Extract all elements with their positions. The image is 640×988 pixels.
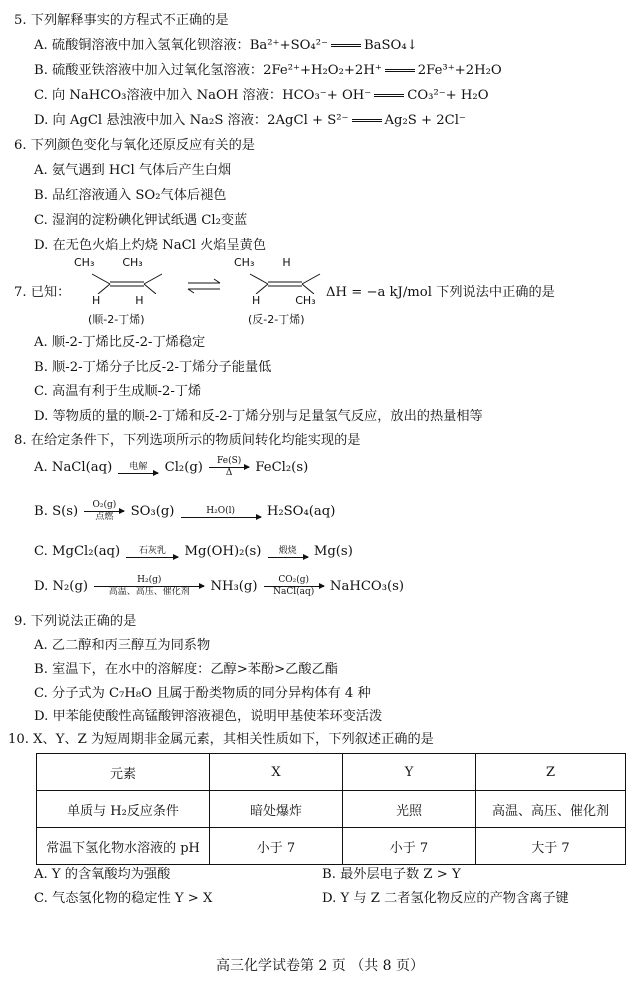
reaction-arrow-icon: H₂O(l) — [181, 506, 261, 518]
q5-option-c: C. 向 NaHCO₃溶液中加入 NaOH 溶液：HCO₃⁻+ OH⁻ CO₃²⁻+ H₂O — [34, 88, 489, 103]
cis-label: (顺-2-丁烯) — [88, 313, 145, 326]
equals-arrow-icon — [331, 44, 361, 47]
reaction-arrow-icon: 石灰乳 — [126, 546, 178, 558]
q10-option-c: C. 气态氢化物的稳定性 Y > X — [34, 891, 213, 906]
q7-option-c: C. 高温有利于生成顺-2-丁烯 — [34, 384, 202, 399]
table-row — [37, 791, 626, 828]
table-header-cell: X — [210, 754, 343, 791]
q7-option-d: D. 等物质的量的顺-2-丁烯和反-2-丁烯分别与足量氢气反应，放出的热量相等 — [34, 409, 483, 424]
q8-option-d: D. N₂(g) H₂(g) 高温、高压、催化剂 NH₃(g) CO₂(g) NaCl(aq) NaHCO₃(s) — [34, 575, 405, 597]
reaction-arrow-icon: O₂(g) 点燃 — [84, 500, 124, 523]
q6-option-a: A. 氨气遇到 HCl 气体后产生白烟 — [34, 163, 232, 178]
table-header-cell: Y — [343, 754, 476, 791]
table-header-cell: Z — [476, 754, 626, 791]
table-cell: 常温下氢化物水溶液的 pH — [37, 828, 210, 865]
table-cell: 暗处爆炸 — [210, 791, 343, 828]
table-cell: 单质与 H₂反应条件 — [37, 791, 210, 828]
equilibrium-arrow-icon — [186, 278, 222, 294]
table-cell: 小于 7 — [343, 828, 476, 865]
q6-option-c: C. 湿润的淀粉碘化钾试纸遇 Cl₂变蓝 — [34, 213, 248, 228]
trans-label: (反-2-丁烯) — [248, 313, 305, 326]
q6-option-b: B. 品红溶液通入 SO₂气体后褪色 — [34, 188, 227, 203]
cis-top: CH₃ CH₃ — [74, 256, 143, 269]
reaction-arrow-icon: CO₂(g) NaCl(aq) — [264, 575, 324, 598]
table-cell: 小于 7 — [210, 828, 343, 865]
q6-stem: 6. 下列颜色变化与氧化还原反应有关的是 — [14, 138, 255, 153]
q7-stem-suffix: ΔH = −a kJ/mol 下列说法中正确的是 — [326, 285, 555, 300]
equals-arrow-icon — [374, 94, 404, 97]
q6-option-d: D. 在无色火焰上灼烧 NaCl 火焰呈黄色 — [34, 238, 267, 253]
table-header-cell: 元素 — [37, 754, 210, 791]
element-properties-table — [36, 753, 626, 865]
q8-option-b: B. S(s) O₂(g) 点燃 SO₃(g) H₂O(l) H₂SO₄(aq) — [34, 500, 336, 522]
q10-option-b: B. 最外层电子数 Z > Y — [322, 867, 461, 882]
q9-option-b: B. 室温下，在水中的溶解度：乙醇>苯酚>乙酸乙酯 — [34, 662, 338, 677]
q10-stem: 10. X、Y、Z 为短周期非金属元素，其相关性质如下，下列叙述正确的是 — [8, 732, 434, 747]
double-bond-icon — [246, 270, 326, 294]
q9-option-a: A. 乙二醇和丙三醇互为同系物 — [34, 638, 211, 653]
trans-bottom: H CH₃ — [252, 294, 316, 307]
q9-option-c: C. 分子式为 C₇H₈O 且属于酚类物质的同分异构体有 4 种 — [34, 686, 371, 701]
cis-bottom: H H — [92, 294, 144, 307]
equals-arrow-icon — [385, 69, 415, 72]
double-bond-icon — [88, 270, 168, 294]
q10-option-a: A. Y 的含氧酸均为强酸 — [34, 867, 171, 882]
q10-option-d: D. Y 与 Z 二者氢化物反应的产物含离子键 — [322, 891, 569, 906]
reaction-arrow-icon: $\frac{Fe(S)}{\Delta}$ — [209, 456, 249, 479]
table-cell: 光照 — [343, 791, 476, 828]
q5-option-a: A. 硫酸铜溶液中加入氢氧化钡溶液：Ba²⁺+SO₄²⁻ BaSO₄↓ — [34, 38, 418, 53]
trans-top: CH₃ H — [234, 256, 291, 269]
page-footer: 高三化学试卷第 2 页 （共 8 页） — [215, 958, 425, 974]
q8-option-c: C. MgCl₂(aq) 石灰乳 Mg(OH)₂(s) 煅烧 Mg(s) — [34, 544, 353, 559]
table-cell: 大于 7 — [476, 828, 626, 865]
q7-option-b: B. 顺-2-丁烯分子比反-2-丁烯分子能量低 — [34, 360, 272, 375]
q9-stem: 9. 下列说法正确的是 — [14, 614, 137, 629]
q7-stem-prefix: 7. 已知： — [14, 285, 71, 300]
table-cell: 高温、高压、催化剂 — [476, 791, 626, 828]
equals-arrow-icon — [352, 119, 382, 122]
reaction-arrow-icon: 电解 — [118, 462, 158, 474]
q5-option-d: D. 向 AgCl 悬浊液中加入 Na₂S 溶液：2AgCl + S²⁻ Ag₂S + 2Cl⁻ — [34, 113, 466, 128]
q8-stem: 8. 在给定条件下，下列选项所示的物质间转化均能实现的是 — [14, 433, 361, 448]
q5-option-b: B. 硫酸亚铁溶液中加入过氧化氢溶液：2Fe²⁺+H₂O₂+2H⁺ 2Fe³⁺+2H₂O — [34, 63, 502, 78]
q7-option-a: A. 顺-2-丁烯比反-2-丁烯稳定 — [34, 335, 206, 350]
reaction-arrow-icon: H₂(g) 高温、高压、催化剂 — [94, 575, 204, 598]
q9-option-d: D. 甲苯能使酸性高锰酸钾溶液褪色，说明甲基使苯环变活泼 — [34, 709, 383, 724]
reaction-arrow-icon: 煅烧 — [268, 546, 308, 558]
table-row — [37, 828, 626, 865]
table-header-row — [37, 754, 626, 791]
q5-stem: 5. 下列解释事实的方程式不正确的是 — [14, 13, 229, 28]
q8-option-a: A. NaCl(aq) 电解 Cl₂(g) $\frac{Fe(S)}{\Delta}$ FeCl₂(s) — [34, 456, 309, 478]
